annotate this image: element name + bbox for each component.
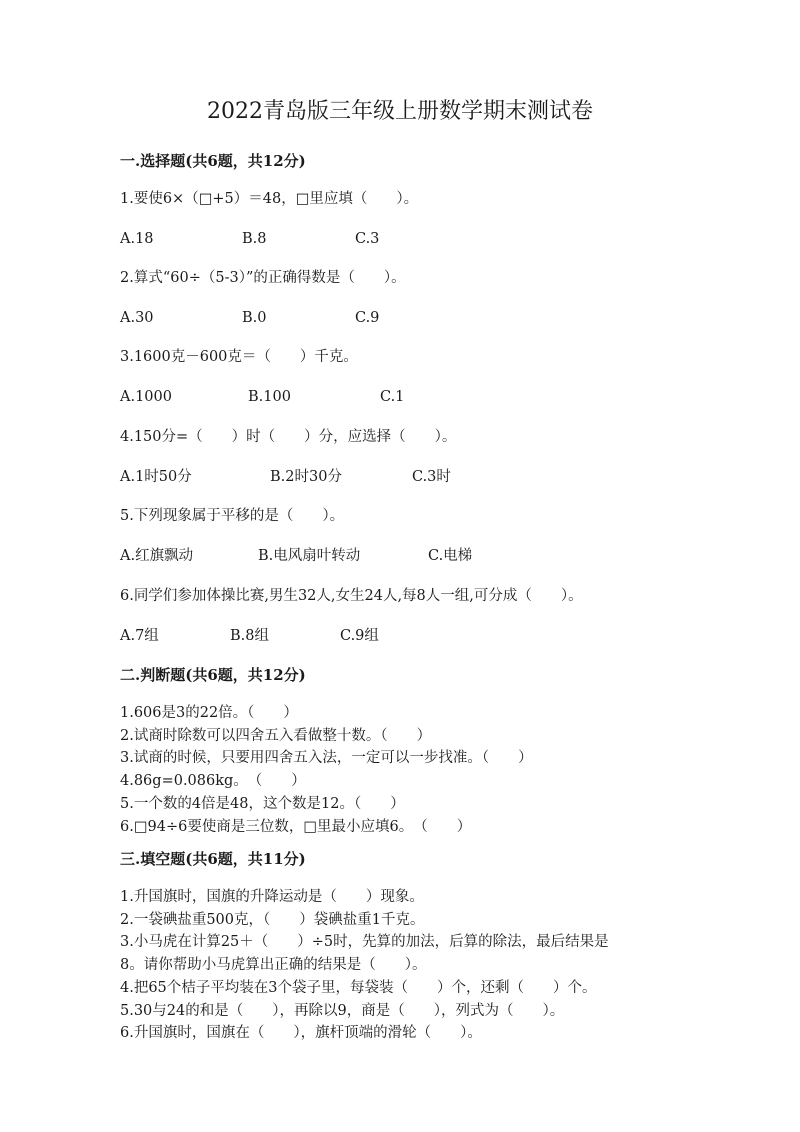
section-heading-true-false: 二.判断题(共6题，共12分) bbox=[120, 666, 306, 684]
true-false-list bbox=[120, 702, 533, 838]
fill-blank-item-4: 4.把65个桔子平均装在3个袋子里，每袋装（ ）个，还剩（ ）个。 bbox=[120, 979, 597, 996]
true-false-item-2: 2.试商时除数可以四舍五入看做整十数。（ ） bbox=[120, 727, 432, 744]
section-heading-choice: 一.选择题(共6题，共12分) bbox=[120, 152, 306, 170]
fill-blank-list bbox=[120, 886, 609, 1045]
true-false-item-6: 6.□94÷6要使商是三位数，□里最小应填6。 （ ） bbox=[120, 818, 472, 835]
fill-blank-item-1: 1.升国旗时，国旗的升降运动是（ ）现象。 bbox=[120, 889, 424, 905]
question-4: 4.150分=（ ）时（ ）分，应选择（ ）。 bbox=[120, 429, 457, 445]
option-5c: C.电梯 bbox=[428, 548, 473, 564]
option-1a: A.18 bbox=[120, 231, 154, 247]
option-2c: C.9 bbox=[355, 310, 380, 326]
true-false-item-4: 4.86g=0.086kg。 （ ） bbox=[120, 773, 306, 790]
page-title: 2022青岛版三年级上册数学期末测试卷 bbox=[207, 99, 593, 124]
option-1b: B.8 bbox=[242, 231, 267, 247]
option-6a: A.7组 bbox=[120, 628, 159, 644]
true-false-item-5: 5.一个数的4倍是48，这个数是12。（ ） bbox=[120, 795, 405, 812]
option-6c: C.9组 bbox=[340, 628, 379, 644]
fill-blank-item-6: 6.升国旗时，国旗在（ ），旗杆顶端的滑轮（ ）。 bbox=[120, 1025, 482, 1042]
true-false-item-3: 3.试商的时候，只要用四舍五入法，一定可以一步找准。（ ） bbox=[120, 750, 533, 767]
option-2b: B.0 bbox=[242, 310, 267, 326]
option-3a: A.1000 bbox=[120, 389, 172, 405]
option-4c: C.3时 bbox=[412, 469, 451, 485]
true-false-item-1: 1.606是3的22倍。（ ） bbox=[120, 705, 298, 721]
question-6: 6.同学们参加体操比赛,男生32人,女生24人,每8人一组,可分成（ ）。 bbox=[120, 588, 583, 604]
question-1: 1.要使6×（□+5）＝48，□里应填（ ）。 bbox=[120, 191, 419, 207]
fill-blank-item-5: 5.30与24的和是（ ），再除以9，商是（ ），列式为（ ）。 bbox=[120, 1002, 565, 1019]
option-3b: B.100 bbox=[248, 389, 291, 405]
fill-blank-item-2: 2.一袋碘盐重500克，（ ）袋碘盐重1千克。 bbox=[120, 911, 425, 928]
option-2a: A.30 bbox=[120, 310, 154, 326]
fill-blank-item-3: 3.小马虎在计算25＋（ ）÷5时，先算的加法，后算的除法，最后结果是 bbox=[120, 934, 609, 951]
section-heading-fill-blank: 三.填空题(共6题，共11分) bbox=[120, 850, 306, 868]
option-4a: A.1时50分 bbox=[120, 469, 192, 485]
option-5b: B.电风扇叶转动 bbox=[258, 548, 361, 564]
question-3: 3.1600克－600克＝（ ）千克。 bbox=[120, 349, 358, 365]
option-4b: B.2时30分 bbox=[270, 469, 342, 485]
fill-blank-item-3-cont: 8。请你帮助小马虎算出正确的结果是（ ）。 bbox=[120, 957, 427, 974]
option-6b: B.8组 bbox=[230, 628, 269, 644]
option-3c: C.1 bbox=[380, 389, 405, 405]
question-5: 5.下列现象属于平移的是（ ）。 bbox=[120, 508, 345, 524]
option-1c: C.3 bbox=[355, 231, 380, 247]
option-5a: A.红旗飘动 bbox=[120, 548, 194, 564]
question-2: 2.算式“60÷（5-3）”的正确得数是（ ）。 bbox=[120, 270, 406, 286]
